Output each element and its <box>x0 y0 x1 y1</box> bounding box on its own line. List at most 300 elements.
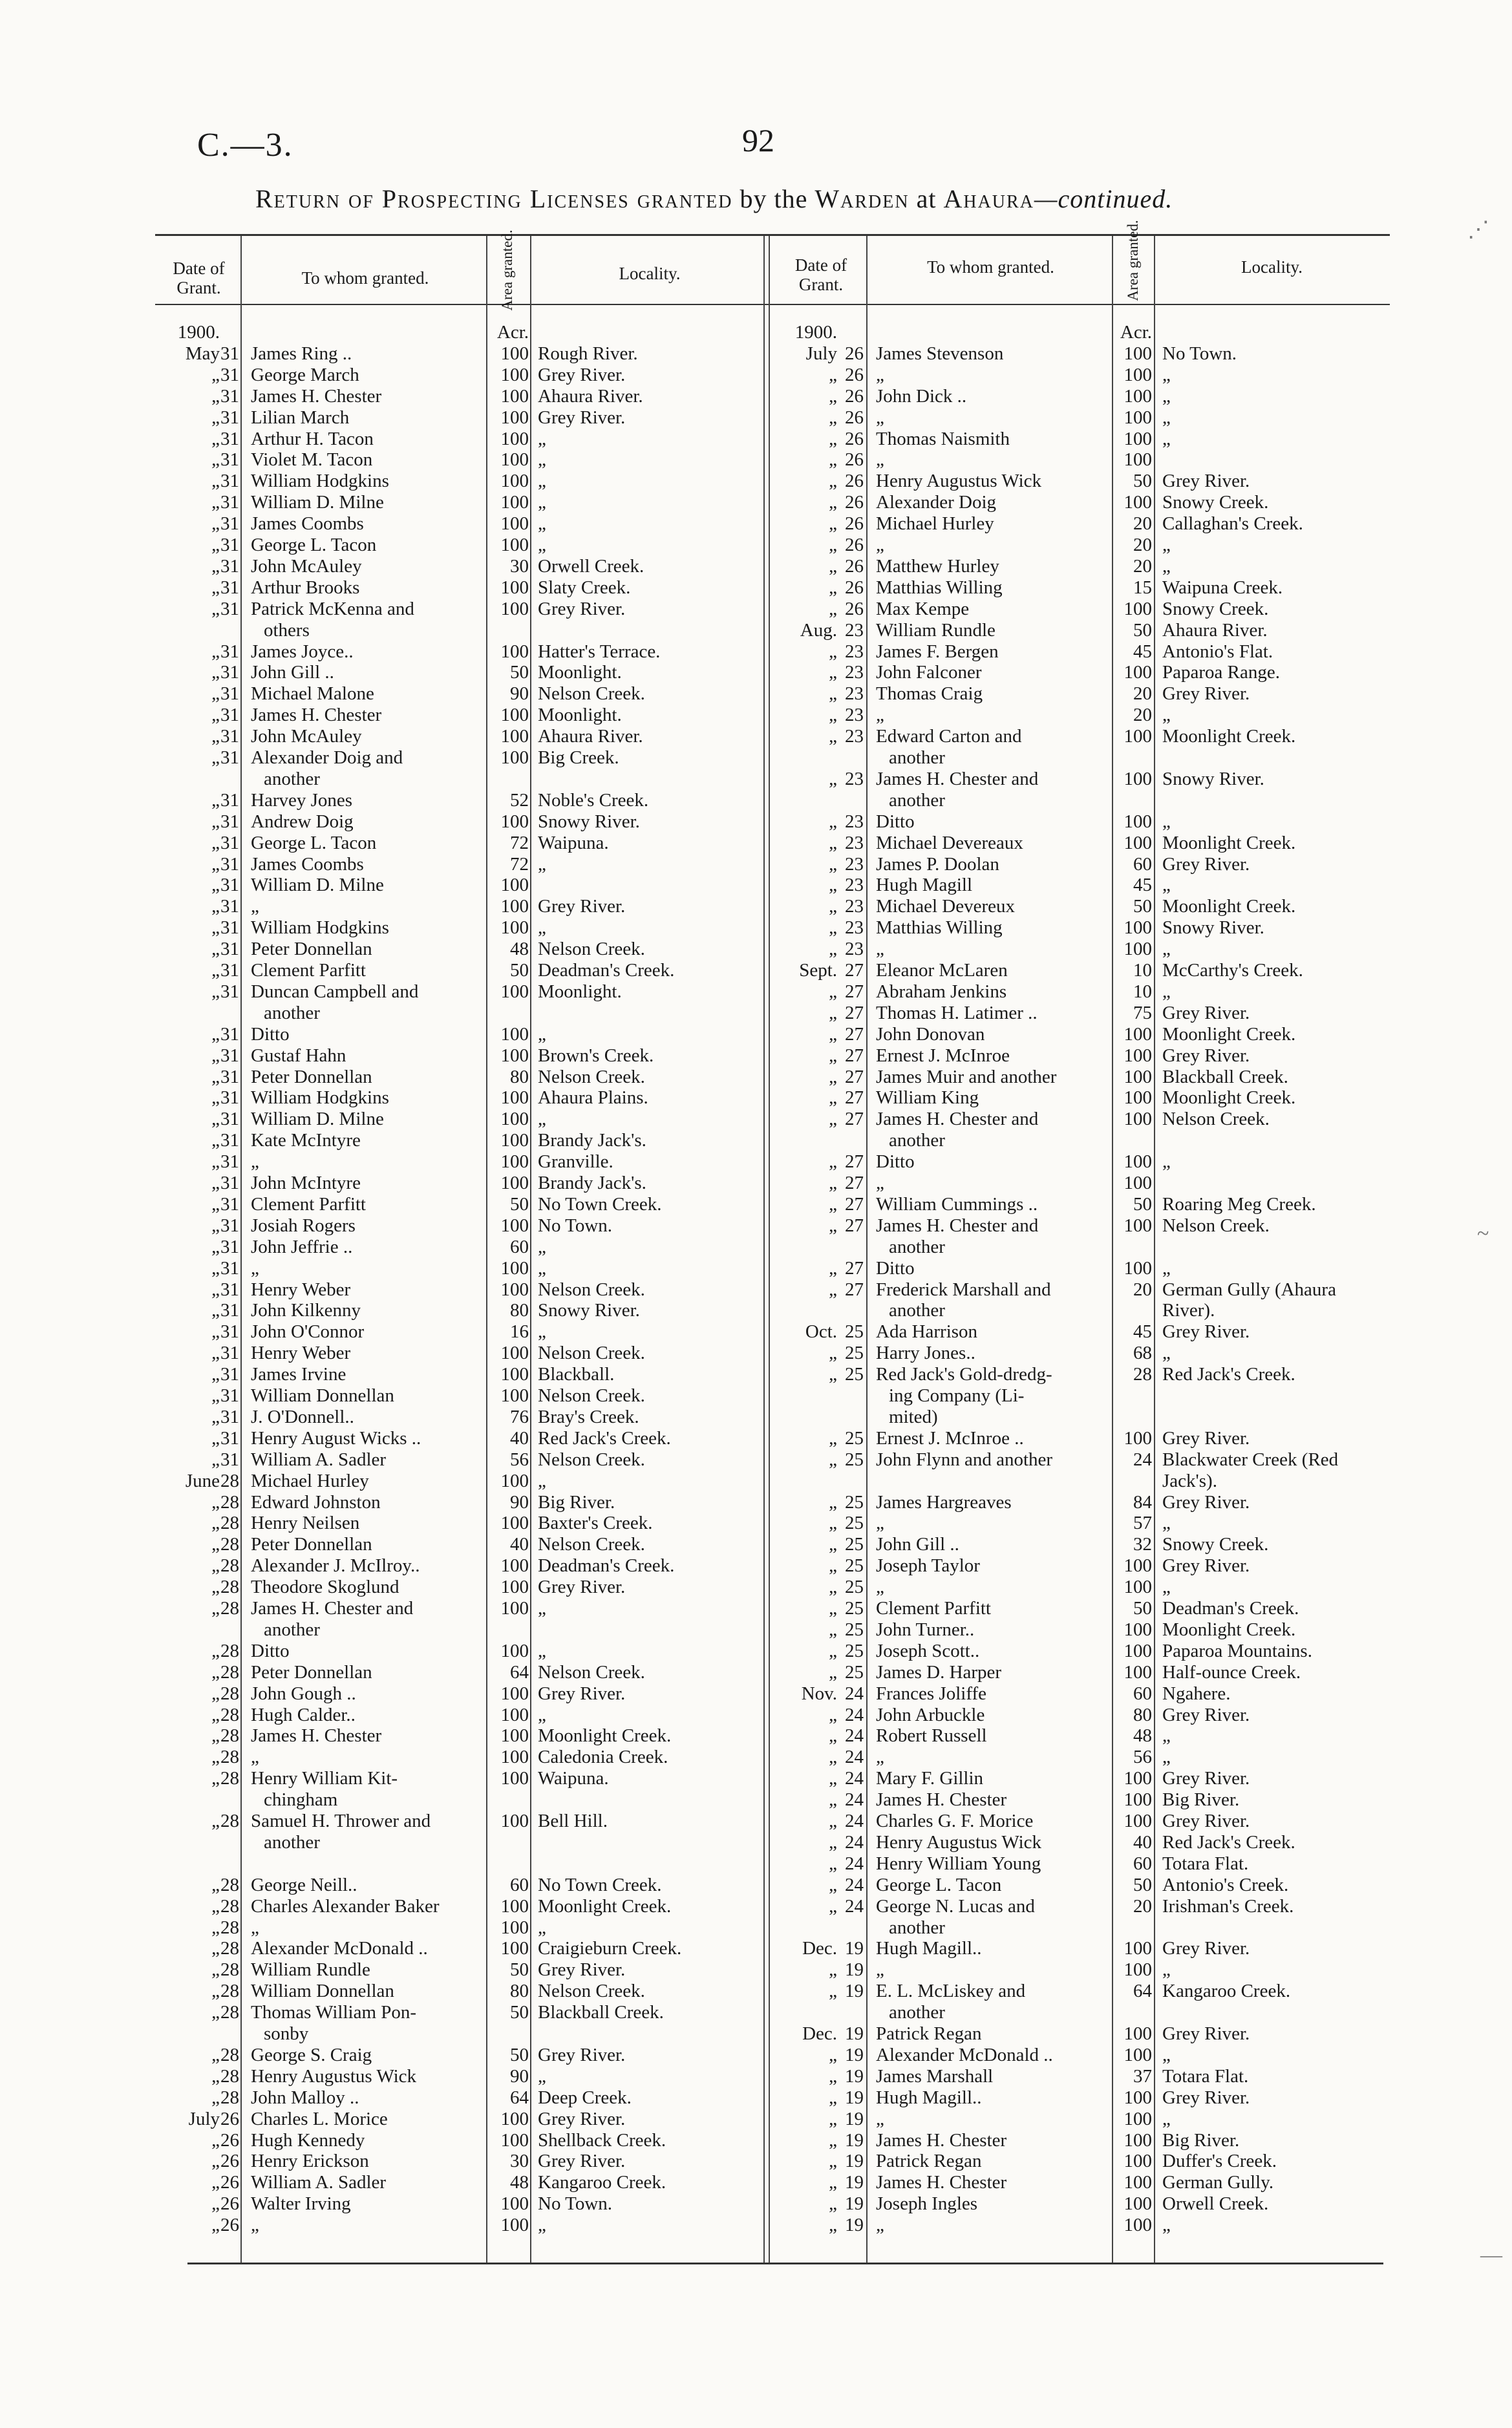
grant-day: 19 <box>845 2129 864 2151</box>
locality: Moonlight Creek. <box>538 1895 672 1917</box>
grant-day: 31 <box>220 1023 239 1045</box>
grant-month: „ <box>211 1938 220 1959</box>
grant-month: Oct. <box>805 1321 837 1343</box>
area-granted: 100 <box>1123 2172 1152 2193</box>
grant-day: 19 <box>845 2108 864 2129</box>
grant-day: 28 <box>220 1959 239 1981</box>
grant-month: „ <box>829 364 837 385</box>
grant-day: 28 <box>220 1981 239 2002</box>
title-at: at <box>909 184 944 213</box>
area-granted: 100 <box>500 1279 529 1300</box>
title-warden: Warden <box>815 184 910 213</box>
locality: Half-ounce Creek. <box>1162 1661 1301 1683</box>
grant-day: 23 <box>845 875 864 896</box>
area-granted: 100 <box>500 449 529 471</box>
grant-day: 31 <box>220 853 239 875</box>
grantee-name: George L. Tacon <box>251 535 377 555</box>
grant-month: „ <box>211 1725 220 1747</box>
locality: Antonio's Flat. <box>1162 641 1273 662</box>
grant-month: „ <box>829 1831 837 1853</box>
grant-month: „ <box>211 705 220 726</box>
grant-month: „ <box>829 2044 837 2065</box>
grant-day: 31 <box>220 662 239 683</box>
grant-day: 23 <box>845 811 864 832</box>
grantee-name: James Ring .. <box>251 343 352 364</box>
locality: Grey River. <box>1162 1045 1250 1066</box>
locality: „ <box>1162 1959 1171 1981</box>
area-granted: 100 <box>1123 1789 1152 1811</box>
locality: Snowy River. <box>1162 917 1264 939</box>
area-granted: 48 <box>510 2172 529 2193</box>
locality: Moonlight Creek. <box>1162 1619 1296 1640</box>
locality: Hatter's Terrace. <box>538 641 661 662</box>
locality: Big River. <box>1162 1789 1240 1811</box>
grantee-name: William Hodgkins <box>251 917 389 939</box>
grant-month: „ <box>211 1257 220 1279</box>
grant-day: 31 <box>220 428 239 449</box>
grant-day: 19 <box>845 2044 864 2065</box>
grant-month: „ <box>211 1768 220 1789</box>
grant-month: „ <box>211 789 220 811</box>
grant-month: „ <box>829 1343 837 1364</box>
grant-day: 31 <box>220 449 239 471</box>
grant-day: 19 <box>845 2087 864 2108</box>
area-granted: 100 <box>1123 917 1152 939</box>
grant-day: 31 <box>220 471 239 492</box>
grant-day: 28 <box>220 1640 239 1661</box>
locality: „ <box>538 449 546 471</box>
area-granted: 100 <box>500 1023 529 1045</box>
grant-month: „ <box>829 1151 837 1173</box>
grant-day: 28 <box>220 1661 239 1683</box>
grant-month: „ <box>829 917 837 939</box>
grant-day: 24 <box>845 1853 864 1874</box>
grantee-name: James H. Chester <box>876 1789 1007 1811</box>
area-granted: 50 <box>510 2044 529 2065</box>
grant-month: „ <box>211 555 220 577</box>
area-granted: 40 <box>510 1534 529 1555</box>
area-granted: 100 <box>500 1683 529 1704</box>
grantee-name: „ <box>876 364 884 385</box>
grantee-name: others <box>264 619 310 641</box>
area-granted: 24 <box>1133 1449 1152 1470</box>
grant-month: „ <box>211 1300 220 1321</box>
area-granted: 100 <box>500 1895 529 1917</box>
locality: Snowy River. <box>538 1300 640 1321</box>
area-granted: 57 <box>1133 1513 1152 1534</box>
grant-month: „ <box>829 513 837 535</box>
grantee-name: Clement Parfitt <box>876 1598 991 1619</box>
area-granted: 100 <box>1123 428 1152 449</box>
grant-month: „ <box>829 471 837 492</box>
locality: Paparoa Range. <box>1162 662 1280 683</box>
area-granted: 100 <box>1123 2129 1152 2151</box>
area-granted: 100 <box>500 471 529 492</box>
locality: „ <box>1162 1257 1171 1279</box>
locality: Red Jack's Creek. <box>538 1427 671 1449</box>
locality: Kangaroo Creek. <box>1162 1981 1291 2002</box>
grantee-name: Hugh Magill.. <box>876 1938 982 1959</box>
grant-month: „ <box>829 1215 837 1236</box>
grant-day: 31 <box>220 1364 239 1385</box>
grantee-name: Thomas Naismith <box>876 428 1010 449</box>
grant-day: 31 <box>220 832 239 853</box>
grant-month: „ <box>211 747 220 768</box>
grant-month: „ <box>211 1343 220 1364</box>
locality: Antonio's Creek. <box>1162 1874 1289 1895</box>
area-granted: 100 <box>500 1257 529 1279</box>
grant-day: 26 <box>220 2193 239 2215</box>
locality: Moonlight. <box>538 981 622 1002</box>
grantee-name: „ <box>251 2215 259 2236</box>
grantee-name: another <box>264 1002 320 1023</box>
area-granted: 100 <box>1123 2215 1152 2236</box>
grantee-name: Henry Erickson <box>251 2151 369 2172</box>
grant-month: 1900. <box>177 322 220 343</box>
area-granted: 100 <box>1123 449 1152 471</box>
grantee-name: John Flynn and another <box>876 1449 1053 1470</box>
locality: Nelson Creek. <box>538 683 645 705</box>
grantee-name: William A. Sadler <box>251 2172 387 2193</box>
grant-month: „ <box>829 981 837 1002</box>
grantee-name: another <box>889 1917 945 1938</box>
grant-day: 27 <box>845 1066 864 1087</box>
locality: Snowy River. <box>1162 768 1264 789</box>
locality: „ <box>1162 811 1171 832</box>
grant-day: 31 <box>220 1449 239 1470</box>
grantee-name: Josiah Rogers <box>251 1215 356 1236</box>
locality: Nelson Creek. <box>538 1534 645 1555</box>
grant-month: Sept. <box>799 960 837 981</box>
grant-day: 28 <box>220 2044 239 2065</box>
grantee-name: another <box>264 768 320 789</box>
grant-day: 25 <box>845 1640 864 1661</box>
header-bottom-rule <box>155 304 1390 305</box>
area-granted: 100 <box>1123 407 1152 428</box>
grant-month: „ <box>829 2065 837 2087</box>
grant-month: „ <box>211 471 220 492</box>
locality: Nelson Creek. <box>538 1449 645 1470</box>
locality: Nelson Creek. <box>1162 1109 1270 1130</box>
grant-day: 31 <box>220 535 239 555</box>
grant-month: „ <box>211 1236 220 1257</box>
grantee-name: Gustaf Hahn <box>251 1045 346 1066</box>
grantee-name: James P. Doolan <box>876 853 999 875</box>
grant-day: 27 <box>845 1045 864 1066</box>
grantee-name: Frederick Marshall and <box>876 1279 1051 1300</box>
grantee-name: sonby <box>264 2023 309 2044</box>
grantee-name: „ <box>876 1747 884 1768</box>
grantee-name: „ <box>876 1577 884 1598</box>
grant-day: 19 <box>845 2172 864 2193</box>
grant-month: „ <box>829 2108 837 2129</box>
grant-day: 25 <box>845 1513 864 1534</box>
grantee-name: Henry Augustus Wick <box>876 1831 1042 1853</box>
grant-day: 26 <box>845 535 864 555</box>
grant-day: 24 <box>845 1895 864 1917</box>
grant-month: „ <box>211 513 220 535</box>
area-granted: 100 <box>500 747 529 768</box>
grantee-name: John Kilkenny <box>251 1300 361 1321</box>
grantee-name: John McAuley <box>251 555 362 577</box>
locality: „ <box>1162 1747 1171 1768</box>
area-granted: 76 <box>510 1406 529 1427</box>
grantee-name: Ernest J. McInroe .. <box>876 1427 1024 1449</box>
grantee-name: „ <box>876 449 884 471</box>
grantee-name: Patrick Regan <box>876 2151 982 2172</box>
area-granted: 100 <box>1123 1555 1152 1577</box>
area-granted: 100 <box>500 1215 529 1236</box>
grant-day: 27 <box>845 1257 864 1279</box>
locality: Bray's Creek. <box>538 1406 639 1427</box>
locality: Grey River. <box>538 407 626 428</box>
grant-day: 25 <box>845 1661 864 1683</box>
grant-day: 27 <box>845 981 864 1002</box>
grant-month: „ <box>211 1151 220 1173</box>
locality: Snowy Creek. <box>1162 1534 1269 1555</box>
grantee-name: John Gill .. <box>876 1534 959 1555</box>
grantee-name: „ <box>251 1917 259 1938</box>
area-granted: 100 <box>500 1385 529 1406</box>
locality: „ <box>1162 535 1171 555</box>
grantee-name: another <box>889 789 945 811</box>
area-granted: 48 <box>1133 1725 1152 1747</box>
grant-day: 31 <box>220 747 239 768</box>
area-granted: 45 <box>1133 875 1152 896</box>
grant-month: „ <box>211 2002 220 2023</box>
grant-day: 31 <box>220 726 239 747</box>
grant-day: 23 <box>845 768 864 789</box>
locality: „ <box>1162 407 1171 428</box>
grantee-name: Harvey Jones <box>251 789 353 811</box>
grant-month: „ <box>211 875 220 896</box>
locality: Grey River. <box>538 1683 626 1704</box>
grant-day: 31 <box>220 960 239 981</box>
grantee-name: William Rundle <box>251 1959 370 1981</box>
locality: „ <box>1162 385 1171 407</box>
locality: Waipuna. <box>538 832 609 853</box>
grantee-name: another <box>889 747 945 768</box>
locality: Brown's Creek. <box>538 1045 654 1066</box>
grant-day: 28 <box>220 2087 239 2108</box>
grant-month: „ <box>211 2087 220 2108</box>
area-granted: 100 <box>1123 1811 1152 1831</box>
locality: Kangaroo Creek. <box>538 2172 666 2193</box>
grant-day: 31 <box>220 875 239 896</box>
grantee-name: Red Jack's Gold-dredg- <box>876 1364 1052 1385</box>
locality: Grey River. <box>1162 1555 1250 1577</box>
area-granted: 100 <box>500 1640 529 1661</box>
area-granted: 100 <box>500 1555 529 1577</box>
grant-month: „ <box>829 811 837 832</box>
grant-month: „ <box>829 2172 837 2193</box>
area-granted: 100 <box>500 2129 529 2151</box>
area-granted: 100 <box>1123 1087 1152 1109</box>
area-granted: 15 <box>1133 577 1152 598</box>
area-granted: 100 <box>1123 2193 1152 2215</box>
area-granted: 20 <box>1133 535 1152 555</box>
grant-day: 31 <box>220 641 239 662</box>
grantee-name: Samuel H. Thrower and <box>251 1811 431 1831</box>
grantee-name: James Irvine <box>251 1364 346 1385</box>
locality: „ <box>1162 981 1171 1002</box>
grant-month: „ <box>211 1661 220 1683</box>
grantee-name: John McAuley <box>251 726 362 747</box>
grant-day: 27 <box>845 960 864 981</box>
locality: Noble's Creek. <box>538 789 649 811</box>
area-granted: Acr. <box>1120 322 1152 343</box>
grantee-name: chingham <box>264 1789 338 1811</box>
grantee-name: Clement Parfitt <box>251 1193 366 1215</box>
grant-day: 31 <box>220 364 239 385</box>
locality: Blackball Creek. <box>1162 1066 1288 1087</box>
grant-month: „ <box>211 1981 220 2002</box>
area-granted: 100 <box>1123 1959 1152 1981</box>
grant-month: „ <box>211 1491 220 1513</box>
grant-month: „ <box>211 1747 220 1768</box>
grant-month: „ <box>829 1002 837 1023</box>
area-granted: 10 <box>1133 981 1152 1002</box>
grantee-name: Hugh Kennedy <box>251 2129 365 2151</box>
grant-month: „ <box>829 1598 837 1619</box>
area-granted: 20 <box>1133 705 1152 726</box>
locality: Grey River. <box>538 896 626 917</box>
grantee-name: Clement Parfitt <box>251 960 366 981</box>
area-granted: 68 <box>1133 1343 1152 1364</box>
area-granted: 100 <box>500 1151 529 1173</box>
area-granted: 64 <box>510 2087 529 2108</box>
grant-day: 31 <box>220 1109 239 1130</box>
grantee-name: another <box>889 1236 945 1257</box>
grantee-name: Patrick McKenna and <box>251 598 414 619</box>
left-divider-date <box>240 236 242 2263</box>
grantee-name: Thomas Craig <box>876 683 983 705</box>
grant-day: 31 <box>220 1215 239 1236</box>
grant-day: 28 <box>220 1938 239 1959</box>
grant-day: 31 <box>220 1427 239 1449</box>
locality: Grey River. <box>1162 1811 1250 1831</box>
grant-day: 24 <box>845 1831 864 1853</box>
grantee-name: another <box>264 1619 320 1640</box>
locality: Nelson Creek. <box>538 1279 645 1300</box>
grant-day: 26 <box>845 407 864 428</box>
grant-month: „ <box>211 1513 220 1534</box>
area-granted: 100 <box>1123 1173 1152 1193</box>
locality: „ <box>538 1236 546 1257</box>
area-granted: 100 <box>1123 662 1152 683</box>
grantee-name: James Muir and another <box>876 1066 1057 1087</box>
area-granted: 100 <box>1123 598 1152 619</box>
area-granted: 64 <box>510 1661 529 1683</box>
locality: Blackball Creek. <box>538 2002 664 2023</box>
right-header-to-whom: To whom granted. <box>927 257 1054 277</box>
grant-day: 26 <box>845 577 864 598</box>
grantee-name: Peter Donnellan <box>251 1066 372 1087</box>
grantee-name: mited) <box>889 1406 938 1427</box>
locality: Snowy Creek. <box>1162 492 1269 513</box>
locality: „ <box>538 1257 546 1279</box>
grantee-name: ing Company (Li- <box>889 1385 1025 1406</box>
locality: No Town Creek. <box>538 1874 662 1895</box>
grant-day: 28 <box>220 1811 239 1831</box>
area-granted: 50 <box>1133 896 1152 917</box>
grant-month: „ <box>211 385 220 407</box>
grant-day: 28 <box>220 1725 239 1747</box>
grant-day: 31 <box>220 385 239 407</box>
grant-month: „ <box>829 449 837 471</box>
locality: Grey River. <box>1162 1938 1250 1959</box>
locality: „ <box>1162 428 1171 449</box>
grant-month: „ <box>211 1130 220 1151</box>
grantee-name: Walter Irving <box>251 2193 351 2215</box>
grantee-name: Ditto <box>251 1640 290 1661</box>
page-number: 92 <box>742 122 774 158</box>
grant-day: 25 <box>845 1555 864 1577</box>
grantee-name: Kate McIntyre <box>251 1130 361 1151</box>
grantee-name: Henry Weber <box>251 1343 351 1364</box>
area-granted: 100 <box>1123 1661 1152 1683</box>
locality: Grey River. <box>1162 1002 1250 1023</box>
locality: „ <box>1162 1513 1171 1534</box>
grantee-name: James Coombs <box>251 853 364 875</box>
locality: Moonlight Creek. <box>1162 726 1296 747</box>
area-granted: 50 <box>1133 1598 1152 1619</box>
grant-month: „ <box>211 364 220 385</box>
grantee-name: Henry August Wicks .. <box>251 1427 421 1449</box>
grantee-name: „ <box>876 2215 884 2236</box>
area-granted: 100 <box>500 364 529 385</box>
grant-day: 31 <box>220 1385 239 1406</box>
area-granted: 80 <box>510 1066 529 1087</box>
grant-month: „ <box>829 1768 837 1789</box>
locality: „ <box>1162 2108 1171 2129</box>
grant-day: 31 <box>220 343 239 364</box>
grantee-name: James Marshall <box>876 2065 994 2087</box>
locality: Totara Flat. <box>1162 1853 1249 1874</box>
grant-month: „ <box>211 1874 220 1895</box>
grantee-name: William Hodgkins <box>251 471 389 492</box>
area-granted: 20 <box>1133 1895 1152 1917</box>
area-granted: 100 <box>500 1513 529 1534</box>
grant-month: Nov. <box>801 1683 837 1704</box>
locality: „ <box>538 853 546 875</box>
area-granted: 100 <box>1123 1938 1152 1959</box>
grantee-name: Patrick Regan <box>876 2023 982 2044</box>
area-granted: 80 <box>1133 1704 1152 1725</box>
area-granted: 60 <box>1133 853 1152 875</box>
grantee-name: George L. Tacon <box>251 832 377 853</box>
area-granted: 37 <box>1133 2065 1152 2087</box>
locality: Deadman's Creek. <box>538 960 675 981</box>
grant-day: 23 <box>845 726 864 747</box>
grant-month: „ <box>211 1577 220 1598</box>
grant-day: 31 <box>220 1066 239 1087</box>
grant-day: 26 <box>220 2215 239 2236</box>
grant-day: 28 <box>220 1534 239 1555</box>
grant-day: 26 <box>220 2151 239 2172</box>
area-granted: 100 <box>500 2108 529 2129</box>
locality: „ <box>1162 364 1171 385</box>
grant-day: 23 <box>845 641 864 662</box>
center-divider-a <box>763 236 765 2263</box>
locality: Blackball. <box>538 1364 615 1385</box>
grant-month: „ <box>211 2044 220 2065</box>
locality: „ <box>538 2215 546 2236</box>
grant-month: „ <box>829 641 837 662</box>
locality: „ <box>538 492 546 513</box>
locality: River). <box>1162 1300 1215 1321</box>
locality: „ <box>1162 2044 1171 2065</box>
